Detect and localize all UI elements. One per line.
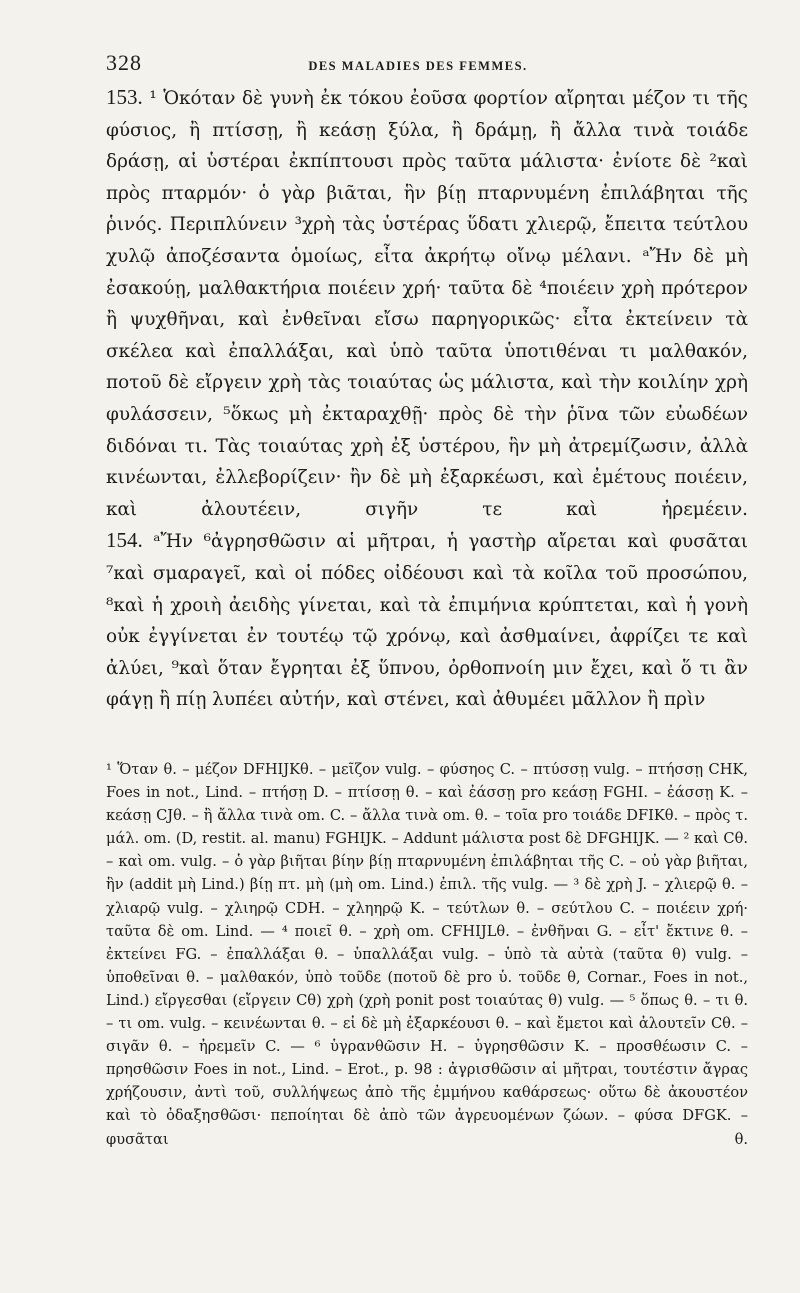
section-154 xyxy=(106,525,748,716)
main-text xyxy=(106,82,748,716)
section-number: 154. xyxy=(106,528,143,553)
page-number: 328 xyxy=(106,50,142,75)
running-head xyxy=(106,50,748,80)
section-153 xyxy=(106,82,748,525)
section-number: 153. xyxy=(106,85,143,109)
section-text: ᵃἬν ⁶ἀγρησθῶσιν αἱ μῆτραι, ἡ γαστὴρ αἴρεται καὶ φυσᾶται ⁷καὶ σμαραγεῖ, καὶ οἱ πόδες οἰδέουσι καὶ τὰ κοῖλα τοῦ προσώπου, ⁸καὶ ἡ χροιὴ ἀειδὴς γίνεται, καὶ τὰ ἐπιμήνια κρύπτεται, καὶ ἡ γονὴ οὐκ ἐγγίνεται ἐν τουτέῳ τῷ χρόνῳ, καὶ ἀσθμαίνει, ἀφρίζει τε καὶ ἀλύει, ⁹καὶ ὅταν ἔγρηται ἐξ ὕπνου, ὀρθοπνοίη μιν ἔχει, καὶ ὅ τι ἂν φάγῃ ἢ πίῃ λυπέει αὐτήν, καὶ στένει, καὶ ἀθυμέει μᾶλλον ἢ πρὶν xyxy=(106,531,748,711)
footnote-block: ¹ Ὅταν θ. – μέζον DFHIJKθ. – μεῖζον vulg. – φύσηος C. – πτύσσῃ vulg. – πτήσσῃ CHK, Foes in not., Lind. – πτήσῃ D. – πτίσσῃ θ. – καὶ ἐάσσῃ pro κεάσῃ FGHI. – ἐάσσῃ K. – κεάσῃ CJθ. – ἢ ἄλλα τινὰ om. C. – ἄλλα τινὰ om. θ. – τοῖα pro τοιάδε DFIKθ. – πρὸς τ. μάλ. om. (D, restit. al. manu) FGHIJK. – Addunt μάλιστα post δὲ DFGHIJK. — ² καὶ Cθ. – καὶ om. vulg. – ὁ γὰρ βιῆται βίην βίῃ πταρνυμένη ἐπιλάβηται τῆς C. – οὐ γὰρ βιῆται, ἣν (addit μὴ Lind.) βίῃ πτ. μὴ (μὴ om. Lind.) ἐπιλ. τῆς vulg. — ³ δὲ χρὴ J. – χλιερῷ θ. – χλιαρῷ vulg. – χλιηρῷ CDH. – χληηρῷ K. – τεύτλων θ. – σεύτλου C. – ποιέειν χρή· ταῦτα δὲ om. Lind. — ⁴ ποιεῖ θ. – χρὴ om. CFHIJLθ. – ἐνθῆναι G. – εἶτ' ἔκτινε θ. – ἐκτείνει FG. – ἐπαλλάξαι θ. – ὑπαλλάξαι vulg. – ὑπὸ τὰ αὐτὰ (ταῦτα θ) vulg. – ὑποθεῖναι θ. – μαλθακόν, ὑπὸ τοῦδε (ποτοῦ δὲ pro ὑ. τοῦδε θ, Cornar., Foes in not., Lind.) εἴργεσθαι (εἴργειν Cθ) χρὴ (χρὴ ponit post τοιαύτας θ) vulg. — ⁵ ὅπως θ. – τι θ. – τι om. vulg. – κεινέωνται θ. – εἰ δὲ μὴ ἐξαρκέουσι θ. – καὶ ἔμετοι καὶ ἀλουτεῖν Cθ. – σιγᾶν θ. – ἠρεμεῖν C. — ⁶ ὑγρανθῶσιν H. – ὑγρησθῶσιν K. – προσθέωσιν C. – πρησθῶσιν Foes in not., Lind. – Erot., p. 98 : ἀγρισθῶσιν αἱ μῆτραι, τουτέστιν ἄγρας χρήζουσιν, ἀντὶ τοῦ, συλλήψεως ἀπὸ τῆς ἐμμήνου καθάρσεως· οὕτω δὲ ἀκουστέον καὶ τὸ ὀδαξησθῶσι· πεποίηται δὲ ἀπὸ τῶν ἀγρευομένων ζώων. – φύσα DFGK. – φυσᾶται θ. xyxy=(106,761,748,1148)
header-title: DES MALADIES DES FEMMES. xyxy=(308,59,528,73)
footnotes xyxy=(106,758,748,1151)
section-text: ¹ Ὁκόταν δὲ γυνὴ ἐκ τόκου ἐοῦσα φορτίον αἴρηται μέζον τι τῆς φύσιος, ἢ πτίσσῃ, ἢ κεάσῃ ξύλα, ἢ δράμῃ, ἢ ἄλλα τινὰ τοιάδε δράσῃ, αἱ ὑστέραι ἐκπίπτουσι πρὸς ταῦτα μάλιστα· ἐνίοτε δὲ ²καὶ πρὸς πταρμόν· ὁ γὰρ βιᾶται, ἣν βίῃ πταρνυμένη ἐπιλάβηται τῆς ῥινός. Περιπλύνειν ³χρὴ τὰς ὑστέρας ὕδατι χλιερῷ, ἔπειτα τεύτλου χυλῷ ἀποζέσαντα ὁμοίως, εἶτα ἀκρήτῳ οἴνῳ μέλανι. ᵃἬν δὲ μὴ ἐσακούῃ, μαλθακτήρια ποιέειν χρή· ταῦτα δὲ ⁴ποιέειν χρὴ πρότερον ἢ ψυχθῆναι, καὶ ἐνθεῖναι εἴσω παρηγορικῶς· εἶτα ἐκτείνειν τὰ σκέλεα καὶ ἐπαλλάξαι, καὶ ὑπὸ ταῦτα ὑποτιθέναι τι μαλθακόν, ποτοῦ δὲ εἴργειν χρὴ τὰς τοιαύτας ὡς μάλιστα, καὶ τὴν κοιλίην χρὴ φυλάσσειν, ⁵ὅκως μὴ ἐκταραχθῇ· πρὸς δὲ τὴν ῥῖνα τῶν εὐωδέων διδόναι τι. Τὰς τοιαύτας χρὴ ἐξ ὑστέρου, ἣν μὴ ἀτρεμίζωσιν, ἀλλὰ κινέωνται, ἐλλεβορίζειν· ἢν δὲ μὴ ἐξαρκέωσι, καὶ ἐμέτους ποιέειν, καὶ ἀλουτέειν, σιγῆν τε καὶ ἠρεμέειν. xyxy=(106,88,748,520)
